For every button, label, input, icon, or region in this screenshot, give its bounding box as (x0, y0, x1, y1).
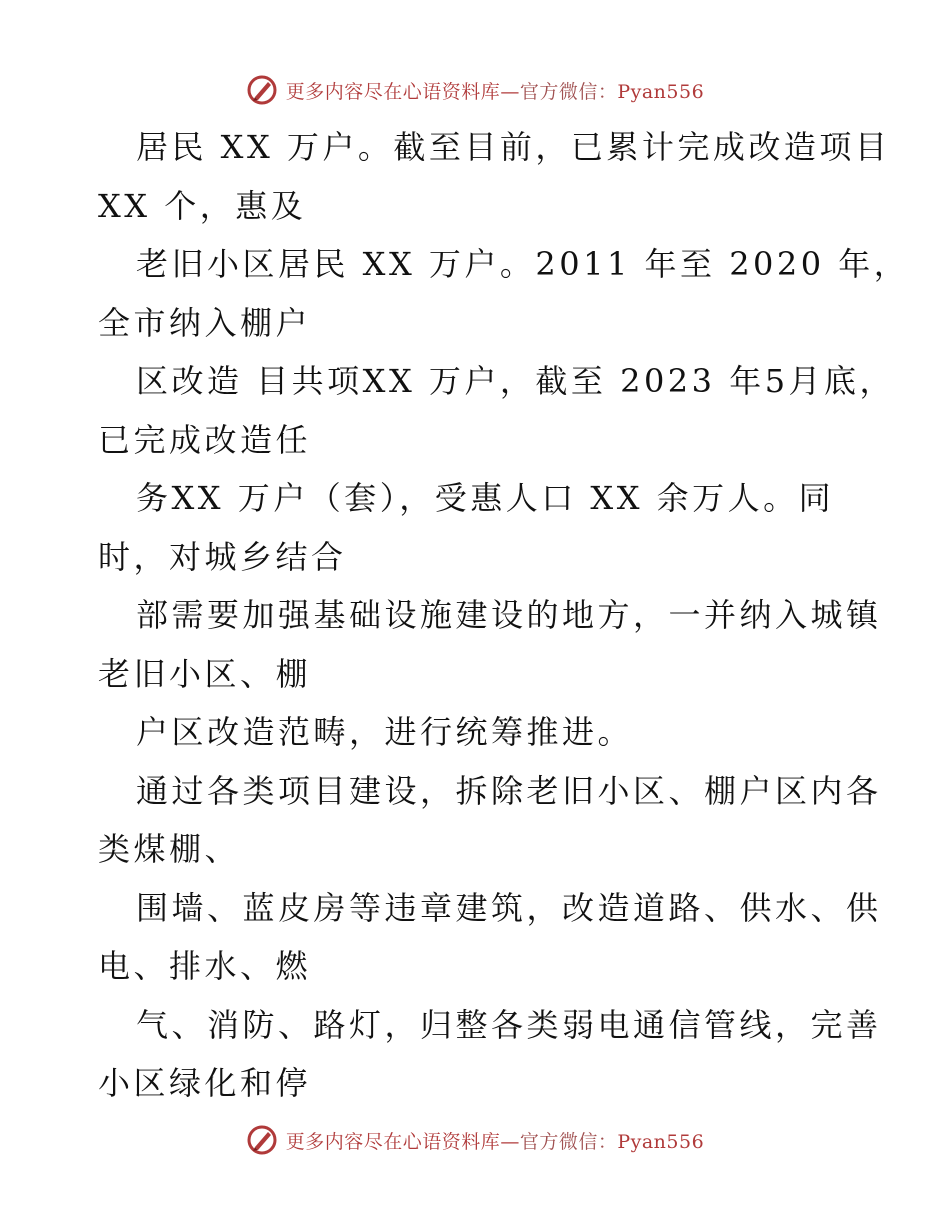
banner-suffix-text: 官方微信： (519, 1130, 618, 1153)
body-line: 小区绿化和停 (98, 1064, 312, 1102)
body-line: 部需要加强基础设施建设的地方，一并纳入城镇 (136, 596, 882, 634)
body-line: 气、消防、路灯，归整各类弱电通信管线，完善 (136, 1005, 882, 1044)
body-line: 务XX 万户（套），受惠人口 XX 余万人。同 (136, 479, 835, 517)
banner-dash: — (500, 1130, 520, 1153)
body-line: 户区改造范畴，进行统筹推进。 (136, 713, 634, 751)
header-watermark-banner (0, 70, 950, 110)
banner-text (286, 77, 704, 104)
banner-wechat-id: Pyan556 (617, 1130, 705, 1153)
banner-text (286, 1127, 704, 1154)
banner-main-text: 更多内容尽在心语资料库 (285, 1130, 501, 1153)
body-line: 全市纳入棚户 (98, 303, 312, 342)
body-line: 围墙、蓝皮房等违章建筑，改造道路、供水、供 (136, 888, 882, 927)
pen-logo-icon (246, 74, 278, 106)
body-line: 已完成改造任 (98, 420, 312, 459)
footer-watermark-banner (0, 1120, 950, 1160)
body-line: 区改造 目共项XX 万户，截至 2023 年5月底， (136, 362, 896, 400)
body-line: 居民 XX 万户。截至目前，已累计完成改造项目 (136, 128, 891, 166)
pen-logo-icon (246, 1124, 278, 1156)
document-body (98, 118, 910, 1113)
banner-suffix-text: 官方微信： (519, 80, 618, 103)
body-line: 电、排水、燃 (98, 947, 312, 985)
body-line: 老旧小区居民 XX 万户。2011 年至 2020 年， (136, 245, 910, 283)
body-line: 老旧小区、棚 (98, 654, 312, 693)
banner-dash: — (500, 80, 520, 103)
banner-main-text: 更多内容尽在心语资料库 (285, 80, 501, 103)
body-line: 类煤棚、 (98, 830, 241, 868)
body-line: 时，对城乡结合 (98, 537, 347, 576)
body-line: 通过各类项目建设，拆除老旧小区、棚户区内各 (136, 771, 882, 810)
banner-wechat-id: Pyan556 (617, 80, 705, 103)
body-line: XX 个，惠及 (98, 186, 307, 225)
